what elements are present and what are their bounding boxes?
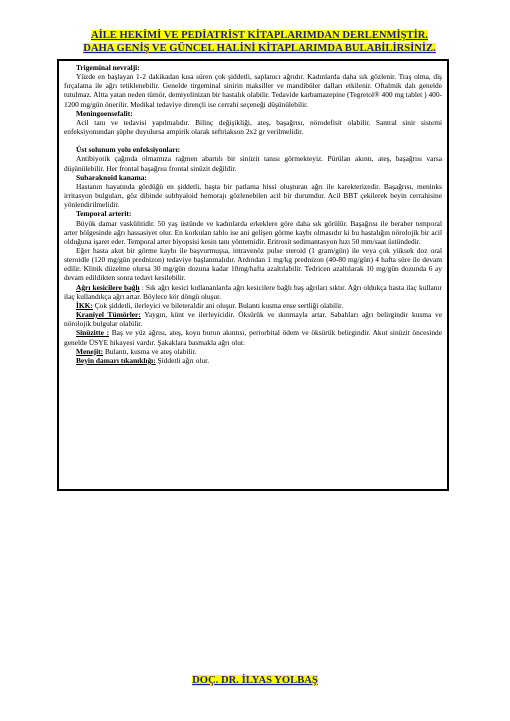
temporal-arterit-text-1: Büyük damar vaskülitidir. 50 yaş üstünde ve kadınlarda erkeklere göre daha sık görülür. Başağrısı ile beraber temporal arter bölgesinde ağrı hassasiyet olur. En korkulan tablo ise ani gelişen görme kaybı olmasıdır ki bu hastalığın nörolojik bir acil olduğuna işaret eder. Temporal arter biyopsisi kesin tanı yöntemidir. Eritrosit sedimantasyon hızı 50 mm/saat üstündedir. xyxy=(64,218,442,246)
trigeminal-title: Trigeminal nevralji: xyxy=(76,63,140,72)
sinuzit-term: Sinüzitte : xyxy=(76,328,110,338)
trigeminal-text: Yüzde en başlayan 1-2 dakikadan kısa süren çok şiddetli, saplanıcı ağrıdır. Kadınlarda daha sık gözlenir. Traş olma, diş fırçalama ile ağrı tetiklenebilir. Genelde tirgeminal sinirin maksiller ve mandibüler dalları etkilenir. Oftalmik dalı genelde tutulmaz. Altta yatan neden tümör, demiyelinizan bir hastalık olabilir. Tedavide karbamazepine (Tegretol® 400 mg tablet ) 400-1200 mg/gün önerilir. Medikal tedaviye dirençli ise cerrahi seçeneği düşünülebilir. xyxy=(64,72,442,109)
kraniyel-paragraph xyxy=(64,310,442,328)
ikk-term: İKK: xyxy=(76,300,93,310)
subaraknoid-text: Hastanın hayatında gördüğü en şiddetli, başta bir patlama hissi oluşturan ağrı ile karekterizedir. Başağrısı, meninks irritasyon bulguları, göz dibinde subhyaloid hemorajı gözlenebilen acil bir durumdur. Acil BBT çekilerek beyin cerrahisine yönlendirilmelidir. xyxy=(64,181,442,210)
banner-line-1: AİLE HEKİMİ VE PEDİATRİST KİTAPLARIMDAN DERLENMİŞTİR. xyxy=(90,30,429,41)
subaraknoid-title: Subaraknoid kanama: xyxy=(76,172,147,182)
menejit-text: Bulantı, kusma ve ateş olabilir. xyxy=(103,346,197,356)
compilation-banner xyxy=(52,30,467,55)
agri-kesici-paragraph xyxy=(64,283,442,301)
ikk-paragraph xyxy=(64,301,442,310)
temporal-arterit-title: Temporal arterit: xyxy=(76,209,132,219)
sinuzit-paragraph xyxy=(64,328,442,346)
meningoensefalit-title: Meningoensefalit: xyxy=(76,108,133,118)
banner-line-2: DAHA GENİŞ VE GÜNCEL HALİNİ KİTAPLARIMDA BULABİLİRSİNİZ. xyxy=(83,42,436,54)
kraniyel-term: Kraniyel Tümörler: xyxy=(76,310,141,320)
kraniyel-text: Yaygın, künt ve ilerleyicidir. Öksürük ve ıkınmayla artar. Sabahları ağrı belirgindir kusma ve nörolojik bulgular olabilir. xyxy=(64,310,442,329)
beyin-damari-paragraph xyxy=(64,356,442,365)
temporal-arterit-text-2: Eğer hasta akut bir görme kaybı ile başvurmuşsa, intravenöz pulse steroid (1 gram/gün) ile veya çok yüksek doz oral steroidle (120 mg/gün prednizon) tedaviye başlanmalıdır. Ardından 1 mg/kg prednizon (40-80 mg/gün) 4 hafta süre ile devam edilir. Klinik düzelme olursa 30 mg/gün dozuna kadar 10mg/hafta azaltılabilir. Tedricen azaltılarak 10 mg/gün dozunda 6 ay devam edildikten sonra tedavi kesilebilir. xyxy=(64,245,442,283)
author-name: DOÇ. DR. İLYAS YOLBAŞ xyxy=(192,675,318,686)
sinuzit-text: Baş ve yüz ağrısı, ateş, koyu burun akıntısı, periorbital ödem ve öksürük belirgindir. Akut sinüzit öncesinde genelde ÜSYE hikayesi vardır. Şakaklara basmakla ağrı olur. xyxy=(64,328,442,347)
agri-kesici-term: Ağrı kesicilere bağlı xyxy=(76,282,140,292)
ust-solunum-title: Üst solunum yolu enfeksiyonları: xyxy=(76,145,181,155)
content-box xyxy=(57,59,449,491)
ust-solunum-text: Antibiyotik çağında olmamıza rağmen abartılı bir sinüzit tanısı görmekteyiz. Pürülan akıntı, ateş, başağrısı varsa düşünülebilir. Her frontal başağrısı frontal sinüzit değildir. xyxy=(64,154,442,173)
menejit-paragraph xyxy=(64,347,442,356)
meningoensefalit-text: Acil tanı ve tedavisi yapılmalıdır. Bilinç değişikliği, ateş, başağrısı, nörodefisit olabilir. Santral sinir sistemi enfeksiyonundan şüphe duyulursa ampirik olarak seftriakson 2x2 gr verilmelidir. xyxy=(64,117,442,137)
section-gap xyxy=(64,136,442,145)
beyin-damari-term: Beyin damarı tıkanıklığı: xyxy=(76,355,156,365)
beyin-damari-text: Şiddetli ağrı olur. xyxy=(155,355,210,365)
ikk-text: Çok şiddetli, ilerleyici ve bileteraldir ani oluşur. Bulantı kusma ense sertliği olabilir. xyxy=(92,300,344,310)
menejit-term: Menejit: xyxy=(76,346,104,356)
agri-kesici-text: : Sık ağrı kesici kullananlarda ağrı kesicilere bağlı baş ağrıları sıktır. Ağrı oldukça hasta ilaç kullanır ilaç kullandıkça ağrı artar. Böylece kör döngü oluşur. xyxy=(64,282,442,301)
author-footer xyxy=(0,675,510,686)
